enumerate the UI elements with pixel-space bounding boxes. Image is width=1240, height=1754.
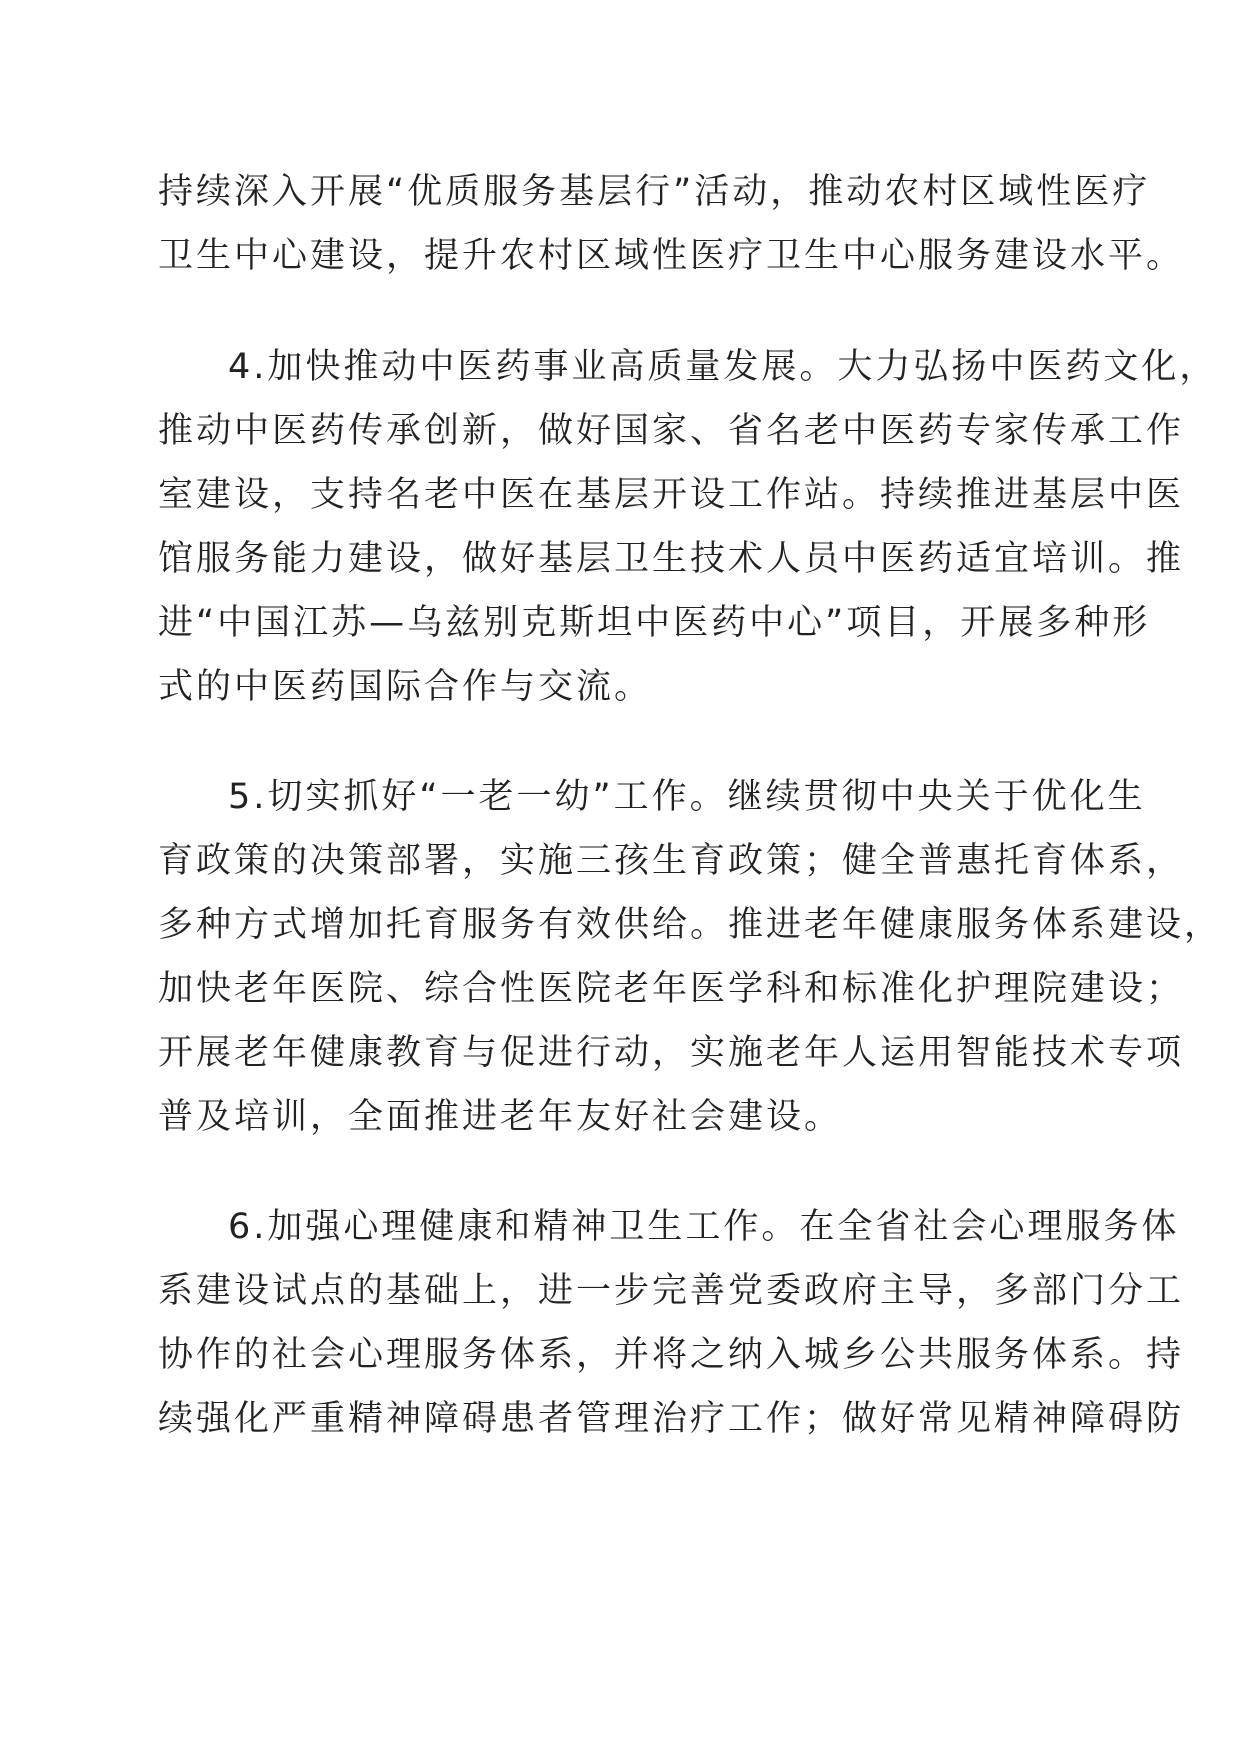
text-line: 协作的社会心理服务体系，并将之纳入城乡公共服务体系。持 bbox=[158, 1335, 1185, 1375]
text-line: 卫生中心建设，提升农村区域性医疗卫生中心服务建设水平。 bbox=[158, 236, 1185, 276]
text-line: 开展老年健康教育与促进行动，实施老年人运用智能技术专项 bbox=[158, 1033, 1185, 1073]
text-line: 多种方式增加托育服务有效供给。推进老年健康服务体系建设， bbox=[158, 905, 1223, 945]
text-line: 系建设试点的基础上，进一步完善党委政府主导，多部门分工 bbox=[158, 1271, 1185, 1311]
text-line: 进“中国江苏—乌兹别克斯坦中医药中心”项目，开展多种形 bbox=[158, 603, 1151, 643]
text-line: 推动中医药传承创新，做好国家、省名老中医药专家传承工作 bbox=[158, 411, 1185, 451]
text-line: 4.加快推动中医药事业高质量发展。大力弘扬中医药文化， bbox=[228, 347, 1218, 387]
text-line: 普及培训，全面推进老年友好社会建设。 bbox=[158, 1097, 843, 1137]
paragraph-item-6 bbox=[158, 1195, 1185, 1451]
text-line: 5.切实抓好“一老一幼”工作。继续贯彻中央关于优化生 bbox=[228, 777, 1146, 817]
text-line: 续强化严重精神障碍患者管理治疗工作；做好常见精神障碍防 bbox=[158, 1399, 1185, 1439]
paragraph-continuation bbox=[158, 160, 1185, 288]
text-line: 6.加强心理健康和精神卫生工作。在全省社会心理服务体 bbox=[228, 1207, 1180, 1247]
text-line: 室建设，支持名老中医在基层开设工作站。持续推进基层中医 bbox=[158, 475, 1185, 515]
paragraph-item-5 bbox=[158, 765, 1223, 1149]
text-line: 加快老年医院、综合性医院老年医学科和标准化护理院建设； bbox=[158, 969, 1185, 1009]
paragraph-item-4 bbox=[158, 335, 1218, 719]
text-line: 馆服务能力建设，做好基层卫生技术人员中医药适宜培训。推 bbox=[158, 539, 1185, 579]
text-line: 育政策的决策部署，实施三孩生育政策；健全普惠托育体系， bbox=[158, 841, 1185, 881]
text-line: 持续深入开展“优质服务基层行”活动，推动农村区域性医疗 bbox=[158, 172, 1151, 212]
text-line: 式的中医药国际合作与交流。 bbox=[158, 667, 653, 707]
